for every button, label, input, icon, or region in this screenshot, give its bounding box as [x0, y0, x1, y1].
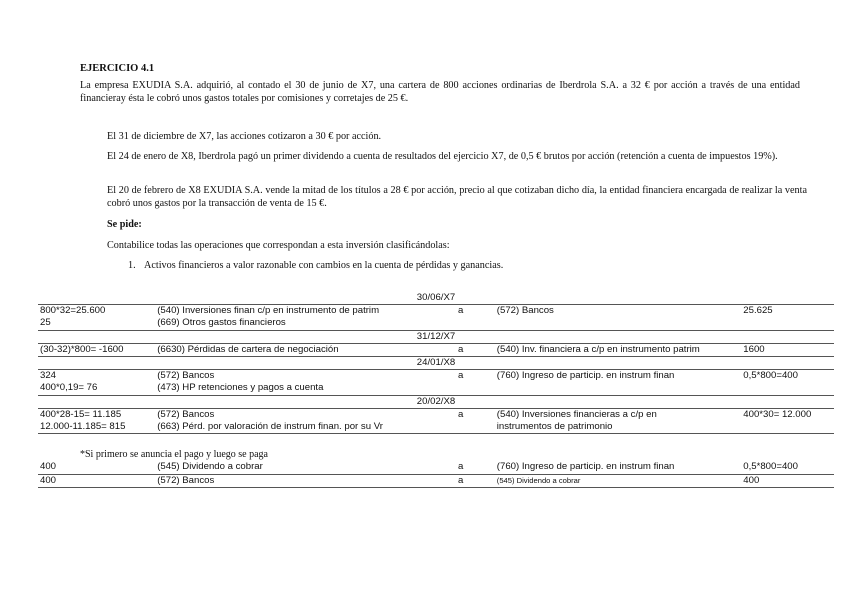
- credit-cell: (760) Ingreso de particip. en instrum finan: [496, 370, 675, 382]
- debit-cell: (663) Pérd. por valoración de instrum finan. por su Vr: [155, 421, 426, 434]
- entry-date: 20/02/X8: [38, 395, 834, 408]
- table-row: [38, 474, 834, 487]
- credit-cell: (545) Dividendo a cobrar: [495, 474, 741, 487]
- calc-cell: 12.000-11.185= 815: [38, 421, 155, 434]
- calc-cell: 400: [38, 461, 155, 474]
- entry-date: 31/12/X7: [38, 330, 834, 343]
- paragraph-february: El 20 de febrero de X8 EXUDIA S.A. vende la mitad de los títulos a 28 € por acción, precio al que cotizaban dicho día, la entidad financiera encargada de realizar la venta cobró unos gastos por la transacción de venta de 15 €.: [107, 185, 807, 209]
- table-row: [38, 382, 834, 395]
- credit-cell: (540) Inversiones financieras a c/p en: [496, 408, 657, 420]
- a-cell: a: [427, 343, 495, 356]
- note-row: [38, 444, 834, 461]
- paragraph-december: El 31 de diciembre de X7, las acciones cotizaron a 30 € por acción.: [107, 131, 382, 142]
- table-row: [38, 461, 834, 474]
- paragraph-january: El 24 de enero de X8, Iberdrola pagó un primer dividendo a cuenta de resultados del ejercicio X7, de 0,5 € brutos por acción (retención a cuenta de impuestos 19%).: [107, 151, 778, 162]
- se-pide-heading: Se pide:: [107, 219, 142, 230]
- date-row: [38, 357, 834, 370]
- debit-cell: (669) Otros gastos financieros: [155, 317, 426, 330]
- date-row: [38, 395, 834, 408]
- calc-cell: 400*28-15= 11.185: [40, 408, 122, 420]
- debit-cell: (545) Dividendo a cobrar: [155, 461, 426, 474]
- calc-cell: 324: [40, 370, 57, 382]
- amount-cell: 25.625: [743, 305, 773, 317]
- calc-cell: 800*32=25.600: [40, 305, 106, 317]
- table-row: [38, 370, 834, 383]
- amount-cell: 0,5*800=400: [743, 370, 798, 382]
- a-cell: a: [427, 461, 495, 474]
- debit-cell: (572) Bancos: [155, 474, 426, 487]
- amount-cell: 400: [741, 474, 834, 487]
- calc-cell: 25: [38, 317, 155, 330]
- debit-cell: (572) Bancos: [157, 408, 215, 420]
- credit-cell: (760) Ingreso de particip. en instrum finan: [495, 461, 741, 474]
- credit-cell: (572) Bancos: [496, 305, 554, 317]
- table-row: [38, 343, 834, 356]
- date-row: [38, 330, 834, 343]
- note-text: *Si primero se anuncia el pago y luego se paga: [80, 449, 268, 461]
- debit-cell: (6630) Pérdidas de cartera de negociación: [155, 343, 426, 356]
- calc-cell: (30-32)*800= -1600: [38, 343, 155, 356]
- table-row: [38, 421, 834, 434]
- instruction-text: Contabilice todas las operaciones que correspondan a esta inversión clasificándolas:: [107, 240, 450, 251]
- exercise-title: EJERCICIO 4.1: [80, 63, 155, 74]
- amount-cell: 400*30= 12.000: [743, 408, 812, 420]
- journal-entries-table: [38, 292, 834, 488]
- debit-cell: (473) HP retenciones y pagos a cuenta: [155, 382, 426, 395]
- a-cell: a: [458, 370, 464, 382]
- table-row: [38, 317, 834, 330]
- list-item-number: 1.: [128, 260, 136, 271]
- debit-cell: (540) Inversiones finan c/p en instrumento de patrim: [157, 305, 380, 317]
- list-item: [128, 260, 503, 273]
- entry-date: 30/06/X7: [38, 292, 834, 305]
- a-cell: a: [458, 408, 464, 420]
- date-row: [38, 292, 834, 305]
- debit-cell: (572) Bancos: [157, 370, 215, 382]
- a-cell: a: [427, 474, 495, 487]
- table-row: [38, 305, 834, 318]
- entry-date: 24/01/X8: [38, 357, 834, 370]
- a-cell: a: [458, 305, 464, 317]
- intro-paragraph: La empresa EXUDIA S.A. adquirió, al contado el 30 de junio de X7, una cartera de 800 acciones ordinarias de Iberdrola S.A. a 32 € por acción a través de una entidad financieray ésta le cobró unos gastos totales por comisiones y corretajes de 25 €.: [80, 80, 800, 104]
- calc-cell: 400: [38, 474, 155, 487]
- calc-cell: 400*0,19= 76: [38, 382, 155, 395]
- table-row: [38, 408, 834, 421]
- credit-cell: instrumentos de patrimonio: [495, 421, 741, 434]
- list-item-text: Activos financieros a valor razonable con cambios en la cuenta de pérdidas y ganancias.: [144, 260, 504, 271]
- amount-cell: 0,5*800=400: [741, 461, 834, 474]
- amount-cell: 1600: [741, 343, 834, 356]
- credit-cell: (540) Inv. financiera a c/p en instrumento patrim: [495, 343, 741, 356]
